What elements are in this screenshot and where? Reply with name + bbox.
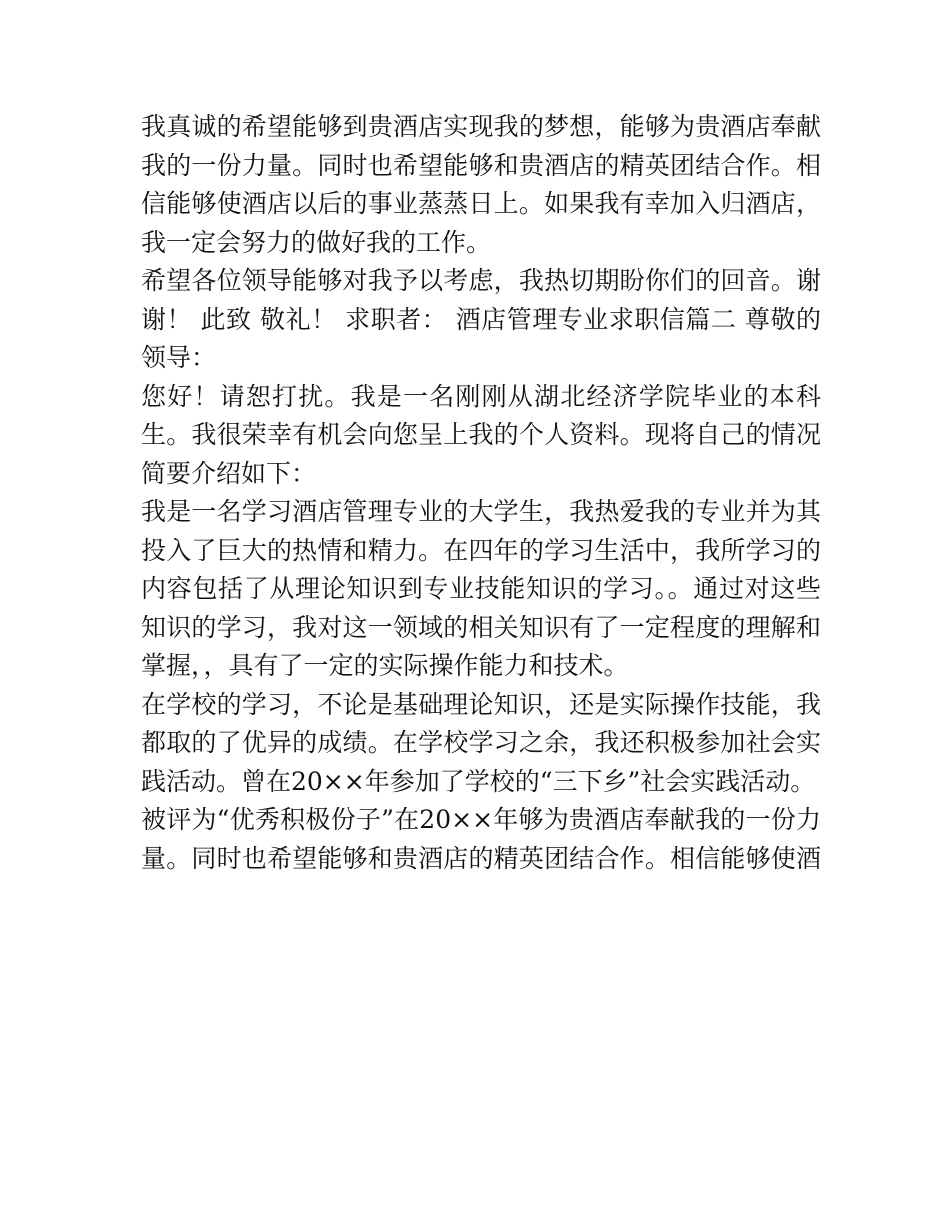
text-line: 知识的学习，我对这一领域的相关知识有了一定程度的理解和 xyxy=(141,612,821,642)
text-line: 领导： xyxy=(141,343,217,372)
letter-body xyxy=(141,108,821,878)
text-line: 量。同时也希望能够和贵酒店的精英团结合作。相信能够使酒 xyxy=(141,843,821,873)
text-line: 我真诚的希望能够到贵酒店实现我的梦想，能够为贵酒店奉献 xyxy=(141,112,821,141)
text-line: 投入了巨大的热情和精力。在四年的学习生活中，我所学习的 xyxy=(141,535,821,565)
text-line: 都取的了优异的成绩。在学校学习之余，我还积极参加社会实 xyxy=(141,728,821,757)
text-line: 被评为“优秀积极份子”在20××年够为贵酒店奉献我的一份力 xyxy=(141,805,821,834)
text-line: 谢！ 此致 敬礼！ 求职者： 酒店管理专业求职信篇二 尊敬的 xyxy=(141,304,821,334)
text-line: 希望各位领导能够对我予以考虑，我热切期盼你们的回音。谢 xyxy=(141,266,821,295)
text-line: 在学校的学习，不论是基础理论知识，还是实际操作技能，我 xyxy=(141,689,821,719)
text-line: 生。我很荣幸有机会向您呈上我的个人资料。现将自己的情况 xyxy=(141,420,821,449)
text-line: 您好！请恕打扰。我是一名刚刚从湖北经济学院毕业的本科 xyxy=(141,381,821,411)
text-line: 掌握，，具有了一定的实际操作能力和技术。 xyxy=(141,651,629,680)
text-line: 信能够使酒店以后的事业蒸蒸日上。如果我有幸加入归酒店， xyxy=(141,189,821,218)
text-line: 我是一名学习酒店管理专业的大学生，我热爱我的专业并为其 xyxy=(141,497,821,526)
text-line: 简要介绍如下： xyxy=(141,458,317,488)
text-line: 我一定会努力的做好我的工作。 xyxy=(141,227,492,257)
text-line: 践活动。曾在20××年参加了学校的“三下乡”社会实践活动。 xyxy=(141,766,816,796)
text-line: 我的一份力量。同时也希望能够和贵酒店的精英团结合作。相 xyxy=(141,150,821,180)
text-line: 内容包括了从理论知识到专业技能知识的学习。。通过对这些 xyxy=(141,574,821,603)
